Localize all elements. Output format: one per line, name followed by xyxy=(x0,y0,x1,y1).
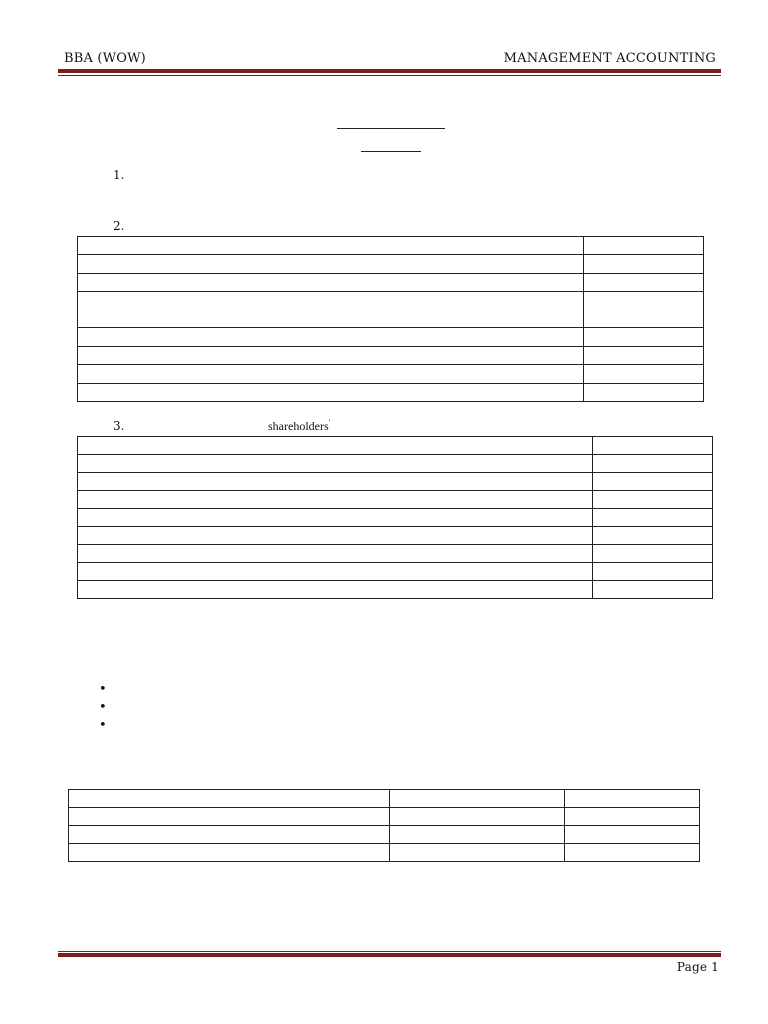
table-row xyxy=(78,563,713,581)
table-item-3 xyxy=(77,436,713,599)
item-3-number: 3. xyxy=(113,419,125,433)
bullet-2: • xyxy=(99,700,107,715)
footer-rule-thin xyxy=(58,951,721,952)
item-3-label-text: shareholders xyxy=(268,419,329,433)
header-rule-thin xyxy=(58,75,721,76)
item-3-label xyxy=(268,418,330,434)
table-row xyxy=(78,292,704,328)
table-row xyxy=(69,808,700,826)
bullet-3: • xyxy=(99,718,107,733)
table-row xyxy=(78,491,713,509)
page-number: Page 1 xyxy=(676,960,719,974)
table-row xyxy=(78,237,704,255)
table-row xyxy=(78,384,704,402)
table-row xyxy=(78,581,713,599)
table-row xyxy=(78,274,704,292)
table-row xyxy=(69,844,700,862)
table-row xyxy=(69,826,700,844)
header-right: MANAGEMENT ACCOUNTING xyxy=(503,51,716,66)
item-3-label-mark: ' xyxy=(328,418,331,427)
table-row xyxy=(78,437,713,455)
table-row xyxy=(78,455,713,473)
table-row xyxy=(78,509,713,527)
item-2-number: 2. xyxy=(113,219,125,233)
table-item-2 xyxy=(77,236,704,402)
table-row xyxy=(78,365,704,384)
table-bottom xyxy=(68,789,700,862)
table-row xyxy=(78,473,713,491)
table-row xyxy=(78,328,704,347)
table-row xyxy=(78,527,713,545)
header-rule-thick xyxy=(58,69,721,73)
bullet-1: • xyxy=(99,682,107,697)
table-row xyxy=(69,790,700,808)
footer-rule-thick xyxy=(58,953,721,957)
table-row xyxy=(78,255,704,274)
table-row xyxy=(78,347,704,365)
title-underline xyxy=(337,128,445,129)
header-left: BBA (WOW) xyxy=(64,51,146,66)
subtitle-underline xyxy=(361,151,421,152)
item-1-number: 1. xyxy=(113,168,125,182)
table-row xyxy=(78,545,713,563)
